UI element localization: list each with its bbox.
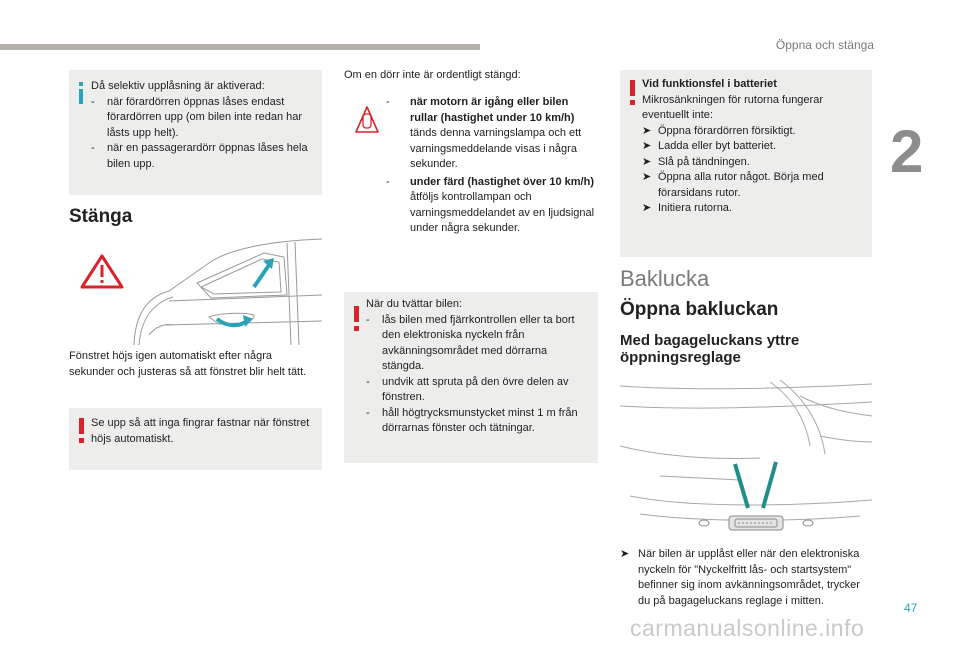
list-item: ➤ Öppna alla rutor något. Börja med förarsidans rutor. [642,171,824,199]
pointer-line-left [735,464,748,508]
page-number: 47 [904,601,918,615]
warning-icon [630,80,635,105]
info-icon [79,82,83,104]
door-warning-intro: Om en dörr inte är ordentligt stängd: [344,69,521,81]
tailgate-button-icon [729,516,783,530]
finger-warning-text: Se upp så att inga fingrar fastnar när fönstret höjs automatiskt. [91,417,310,445]
list-item: - när motorn är igång eller bilen rullar (hastighet under 10 km/h) tänds denna varningslampa och ett varningsmeddelande visas i några sekunder. [386,96,582,170]
stanga-body: Fönstret höjs igen automatiskt efter några sekunder och justeras så att fönstret blir helt tätt. [69,350,307,378]
list-item: - när förardörren öppnas låses endast förardörren upp (om bilen inte redan har låsts upp helt). [91,95,303,139]
header-bar [0,44,480,50]
list-item: ➤ Slå på tändningen. [642,155,750,168]
watermark: carmanualsonline.info [630,615,865,641]
section-title: Öppna och stänga [775,38,874,52]
tailgate-instruction: ➤ När bilen är upplåst eller när den elektroniska nyckeln för "Nyckelfritt lås- och startsystem" befinner sig inom avkänningsområdet, trycker du på bagageluckans reglage i mitten. [620,548,860,607]
chapter-number: 2 [890,118,924,185]
list-item: - lås bilen med fjärrkontrollen eller ta bort den elektroniska nyckeln från avkänningsområdet med dörrarna stängda. [366,313,575,372]
window-up-arrow [254,265,269,287]
heading-external-handle: Med bagageluckans yttre öppningsreglage [620,332,800,366]
list-item: ➤ Ladda eller byt batteriet. [642,140,777,152]
finger-warning-box [69,408,322,470]
wash-intro: När du tvättar bilen: [366,298,462,310]
battery-failure-box [620,70,872,257]
heading-oppna-bakluckan: Öppna bakluckan [620,299,779,320]
door-warning-list [386,95,596,237]
list-item: - undvik att spruta på den övre delen av fönstren. [366,375,569,403]
warning-triangle-icon [82,256,122,287]
tailgate-illustration [620,376,872,536]
window-closing-illustration [69,235,322,347]
pointer-line-right [763,462,776,508]
car-wash-warning-box [344,292,598,463]
list-item: ➤ Öppna förardörren försiktigt. [642,124,796,137]
heading-stanga: Stänga [69,206,133,227]
selective-unlock-info-box [69,70,322,195]
warning-icon [79,418,84,443]
info-intro: Då selektiv upplåsning är aktiverad: [91,80,265,92]
car-door-drawing [69,235,322,347]
list-item: - håll högtrycksmunstycket minst 1 m från dörrarnas fönster och tätningar. [366,406,578,434]
tailgate-drawing [620,376,872,536]
battery-title: Vid funktionsfel i batteriet [642,78,777,90]
door-open-warning-lamp-icon [352,105,382,140]
list-item: - när en passagerardörr öppnas låses hela bilen upp. [91,142,308,170]
baklucka-title: Baklucka [620,266,710,291]
list-item: ➤ Initiera rutorna. [642,202,732,214]
list-item: - under färd (hastighet över 10 km/h) åtföljs kontrollampan och varningsmeddelandet av en ljudsignal under några sekunder. [386,175,595,234]
battery-body: Mikrosänkningen för rutorna fungerar eventuellt inte: [642,93,823,121]
warning-icon [354,306,359,331]
